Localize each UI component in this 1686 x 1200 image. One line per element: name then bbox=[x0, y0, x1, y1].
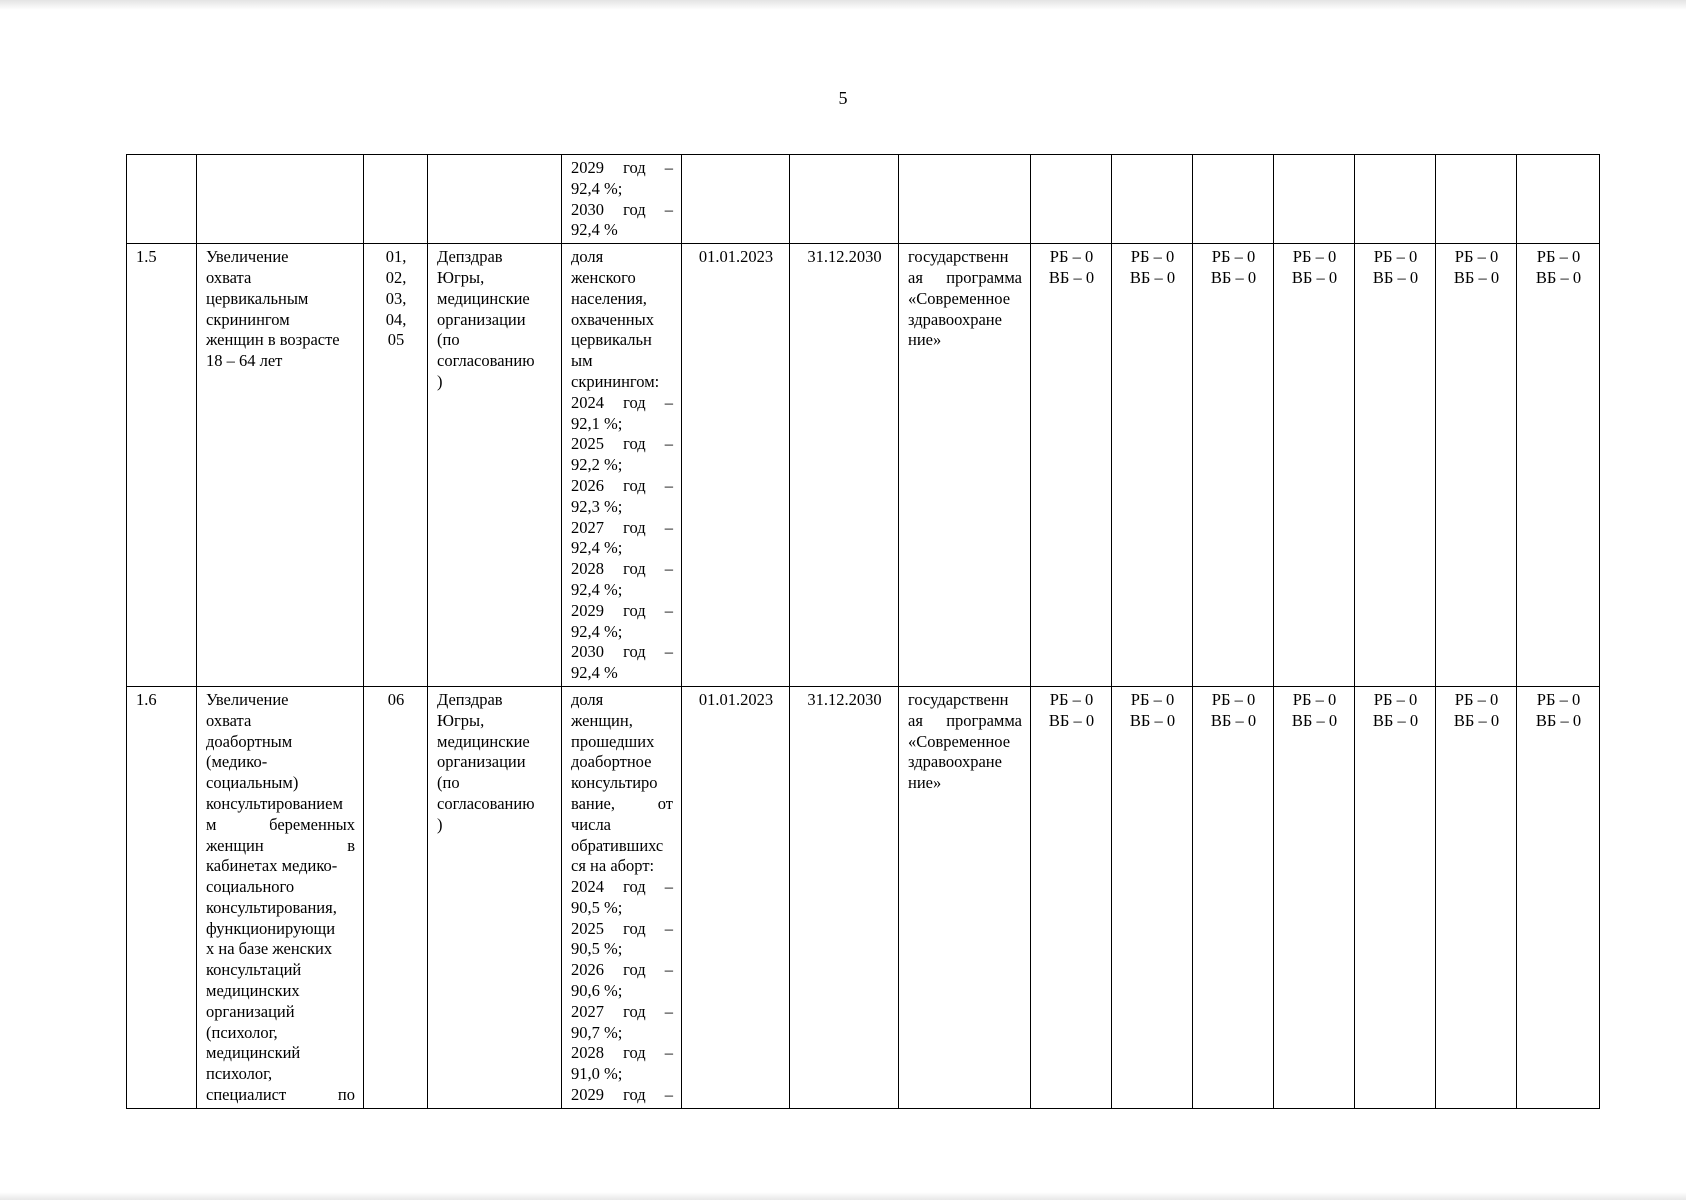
indicator-cell-line: 92,4 %; bbox=[571, 621, 623, 641]
indicator-cell-line: 90,7 %; bbox=[571, 1022, 623, 1042]
indicator-cell-line: вание, от bbox=[571, 793, 673, 813]
measure-name-cell-line: цервикальным bbox=[206, 288, 309, 308]
program-cell-line: «Современное bbox=[908, 731, 1011, 751]
table-row bbox=[127, 244, 1600, 687]
finance-cell bbox=[1436, 155, 1517, 244]
finance-cell-line: ВБ – 0 bbox=[1372, 710, 1419, 730]
finance-cell bbox=[1031, 155, 1112, 244]
executor-cell-line: организации bbox=[437, 752, 526, 772]
indicator-cell-line: 92,4 %; bbox=[571, 538, 623, 558]
measure-name-cell-line: женщин в возрасте bbox=[206, 330, 340, 350]
scan-edge-bottom bbox=[0, 1192, 1686, 1200]
item-number-cell: 1.6 bbox=[127, 686, 197, 1108]
finance-cell-line: ВБ – 0 bbox=[1048, 267, 1095, 287]
indicator-cell-line: цервикальн bbox=[571, 330, 652, 350]
indicator-cell bbox=[562, 686, 682, 1108]
indicator-cell-line: ым bbox=[571, 351, 593, 371]
start-date-cell: 01.01.2023 bbox=[682, 244, 790, 687]
finance-cell-line: ВБ – 0 bbox=[1453, 710, 1500, 730]
indicator-cell-line: доля bbox=[571, 689, 604, 709]
finance-cell-line: ВБ – 0 bbox=[1210, 710, 1257, 730]
indicator-cell-line: 90,6 %; bbox=[571, 981, 623, 1001]
executor-cell-line: Югры, bbox=[437, 267, 485, 287]
measure-name-cell-line: консультаций bbox=[206, 960, 302, 980]
code-cell-line: 02, bbox=[385, 267, 407, 287]
measure-name-cell-line: доабортным bbox=[206, 731, 293, 751]
measure-name-cell-line: социальным) bbox=[206, 773, 299, 793]
finance-cell-line: РБ – 0 bbox=[1454, 247, 1499, 267]
finance-cell bbox=[1193, 686, 1274, 1108]
finance-cell-line: ВБ – 0 bbox=[1535, 710, 1582, 730]
measure-name-cell-line: кабинетах медико- bbox=[206, 856, 338, 876]
finance-cell bbox=[1274, 686, 1355, 1108]
indicator-cell-line: 92,4 %; bbox=[571, 178, 623, 198]
measure-name-cell bbox=[197, 686, 364, 1108]
finance-cell bbox=[1274, 244, 1355, 687]
scan-edge-top bbox=[0, 0, 1686, 10]
program-cell-line: ая программа bbox=[908, 710, 1022, 730]
code-cell-line: 03, bbox=[385, 288, 407, 308]
finance-cell-line: РБ – 0 bbox=[1049, 689, 1094, 709]
measure-name-cell-line: (психолог, bbox=[206, 1022, 278, 1042]
indicator-cell-line: 92,4 % bbox=[571, 663, 618, 683]
finance-cell-line: ВБ – 0 bbox=[1210, 267, 1257, 287]
measure-name-cell-line: социального bbox=[206, 877, 295, 897]
indicator-cell-line: 92,4 % bbox=[571, 220, 618, 240]
finance-cell bbox=[1193, 155, 1274, 244]
program-cell-line: ние» bbox=[908, 330, 942, 350]
measure-name-cell-line: скринингом bbox=[206, 309, 290, 329]
indicator-cell-line: 2028 год – bbox=[571, 1043, 673, 1063]
finance-cell-line: ВБ – 0 bbox=[1129, 710, 1176, 730]
measure-name-cell-line: женщин в bbox=[206, 835, 355, 855]
executor-cell bbox=[428, 244, 562, 687]
code-cell-line: 06 bbox=[387, 689, 405, 709]
measure-name-cell-line: организаций bbox=[206, 1001, 295, 1021]
program-cell-line: здравоохране bbox=[908, 752, 1002, 772]
measure-name-cell-line: Увеличение bbox=[206, 689, 289, 709]
indicator-cell-line: 92,4 %; bbox=[571, 579, 623, 599]
indicator-cell-line: доабортное bbox=[571, 752, 652, 772]
finance-cell-line: РБ – 0 bbox=[1130, 689, 1175, 709]
finance-cell-line: РБ – 0 bbox=[1454, 689, 1499, 709]
program-cell-line: государственн bbox=[908, 689, 1009, 709]
finance-cell bbox=[1112, 155, 1193, 244]
finance-cell bbox=[1436, 686, 1517, 1108]
finance-cell-line: РБ – 0 bbox=[1536, 247, 1581, 267]
finance-cell-line: РБ – 0 bbox=[1130, 247, 1175, 267]
indicator-cell-line: скринингом: bbox=[571, 371, 660, 391]
finance-cell bbox=[1517, 244, 1600, 687]
page-number: 5 bbox=[838, 88, 848, 108]
indicator-cell-line: 2029 год – bbox=[571, 600, 673, 620]
executor-cell-line: медицинские bbox=[437, 288, 530, 308]
finance-cell bbox=[1112, 686, 1193, 1108]
finance-cell-line: РБ – 0 bbox=[1211, 689, 1256, 709]
finance-cell-line: ВБ – 0 bbox=[1535, 267, 1582, 287]
program-cell-line: ние» bbox=[908, 773, 942, 793]
finance-cell bbox=[1112, 244, 1193, 687]
program-cell bbox=[899, 244, 1031, 687]
finance-cell bbox=[1031, 244, 1112, 687]
indicator-cell-line: 2027 год – bbox=[571, 517, 673, 537]
indicator-cell-line: 2028 год – bbox=[571, 559, 673, 579]
executor-cell-line: Депздрав bbox=[437, 247, 503, 267]
indicator-cell-line: женщин, bbox=[571, 710, 633, 730]
item-number-cell bbox=[127, 155, 197, 244]
executor-cell bbox=[428, 686, 562, 1108]
indicator-cell-line: 2027 год – bbox=[571, 1001, 673, 1021]
indicator-cell-line: 2029 год – bbox=[571, 158, 673, 177]
code-cell bbox=[364, 155, 428, 244]
program-cell-line: ая программа bbox=[908, 267, 1022, 287]
measures-table bbox=[126, 154, 1600, 1109]
finance-cell bbox=[1517, 686, 1600, 1108]
measure-name-cell-line: медицинских bbox=[206, 981, 300, 1001]
indicator-cell-line: 2025 год – bbox=[571, 434, 673, 454]
finance-cell-line: ВБ – 0 bbox=[1372, 267, 1419, 287]
end-date-cell: 31.12.2030 bbox=[790, 244, 899, 687]
measure-name-cell-line: консультированием bbox=[206, 793, 343, 813]
measure-name-cell-line: м беременных bbox=[206, 814, 355, 834]
finance-cell bbox=[1031, 686, 1112, 1108]
finance-cell bbox=[1274, 155, 1355, 244]
indicator-cell-line: 92,2 %; bbox=[571, 455, 623, 475]
executor-cell-line: ) bbox=[437, 371, 443, 391]
finance-cell bbox=[1355, 686, 1436, 1108]
finance-cell-line: РБ – 0 bbox=[1373, 247, 1418, 267]
executor-cell-line: (по bbox=[437, 330, 460, 350]
program-cell-line: государственн bbox=[908, 247, 1009, 267]
finance-cell-line: ВБ – 0 bbox=[1453, 267, 1500, 287]
table-row bbox=[127, 155, 1600, 244]
finance-cell-line: РБ – 0 bbox=[1292, 689, 1337, 709]
measure-name-cell-line: медицинский bbox=[206, 1043, 301, 1063]
indicator-cell-line: обратившихс bbox=[571, 835, 664, 855]
indicator-cell-line: 91,0 %; bbox=[571, 1064, 623, 1084]
indicator-cell-line: 2029 год – bbox=[571, 1085, 673, 1105]
indicator-cell-line: 2024 год – bbox=[571, 877, 673, 897]
measure-name-cell bbox=[197, 155, 364, 244]
indicator-cell-line: 90,5 %; bbox=[571, 939, 623, 959]
measure-name-cell-line: специалист по bbox=[206, 1085, 355, 1105]
finance-cell bbox=[1355, 155, 1436, 244]
finance-cell bbox=[1436, 244, 1517, 687]
finance-cell-line: РБ – 0 bbox=[1049, 247, 1094, 267]
start-date-cell bbox=[682, 155, 790, 244]
indicator-cell-line: 92,3 %; bbox=[571, 496, 623, 516]
measure-name-cell-line: (медико- bbox=[206, 752, 268, 772]
program-cell-line: «Современное bbox=[908, 288, 1011, 308]
indicator-cell-line: 2024 год – bbox=[571, 392, 673, 412]
code-cell-line: 01, bbox=[385, 247, 407, 267]
end-date-cell: 31.12.2030 bbox=[790, 686, 899, 1108]
measure-name-cell-line: консультирования, bbox=[206, 897, 337, 917]
executor-cell-line: ) bbox=[437, 814, 443, 834]
table-row bbox=[127, 686, 1600, 1108]
executor-cell-line: согласованию bbox=[437, 793, 535, 813]
measure-name-cell-line: х на базе женских bbox=[206, 939, 333, 959]
indicator-cell-line: прошедших bbox=[571, 731, 655, 751]
indicator-cell bbox=[562, 244, 682, 687]
finance-cell-line: РБ – 0 bbox=[1292, 247, 1337, 267]
indicator-cell-line: 2026 год – bbox=[571, 960, 673, 980]
finance-cell-line: ВБ – 0 bbox=[1129, 267, 1176, 287]
measure-name-cell-line: охвата bbox=[206, 267, 252, 287]
indicator-cell-line: охваченных bbox=[571, 309, 654, 329]
code-cell-line: 04, bbox=[385, 309, 407, 329]
finance-cell bbox=[1193, 244, 1274, 687]
executor-cell-line: Депздрав bbox=[437, 689, 503, 709]
measure-name-cell-line: психолог, bbox=[206, 1064, 273, 1084]
program-cell-line: здравоохране bbox=[908, 309, 1002, 329]
executor-cell-line: организации bbox=[437, 309, 526, 329]
indicator-cell-line: числа bbox=[571, 814, 612, 834]
end-date-cell bbox=[790, 155, 899, 244]
indicator-cell-line: 2026 год – bbox=[571, 475, 673, 495]
finance-cell-line: ВБ – 0 bbox=[1291, 710, 1338, 730]
indicator-cell bbox=[562, 155, 682, 244]
finance-cell bbox=[1517, 155, 1600, 244]
executor-cell bbox=[428, 155, 562, 244]
measure-name-cell-line: 18 – 64 лет bbox=[206, 351, 283, 371]
executor-cell-line: согласованию bbox=[437, 351, 535, 371]
item-number-cell: 1.5 bbox=[127, 244, 197, 687]
finance-cell-line: РБ – 0 bbox=[1211, 247, 1256, 267]
indicator-cell-line: консультиро bbox=[571, 773, 658, 793]
executor-cell-line: Югры, bbox=[437, 710, 485, 730]
finance-cell-line: ВБ – 0 bbox=[1291, 267, 1338, 287]
indicator-cell-line: населения, bbox=[571, 288, 647, 308]
measure-name-cell bbox=[197, 244, 364, 687]
indicator-cell-line: 2030 год – bbox=[571, 199, 673, 219]
executor-cell-line: (по bbox=[437, 773, 460, 793]
indicator-cell-line: 90,5 %; bbox=[571, 897, 623, 917]
measure-name-cell-line: функционирующи bbox=[206, 918, 336, 938]
indicator-cell-line: женского bbox=[571, 267, 636, 287]
code-cell bbox=[364, 244, 428, 687]
finance-cell-line: РБ – 0 bbox=[1536, 689, 1581, 709]
program-cell bbox=[899, 155, 1031, 244]
executor-cell-line: медицинские bbox=[437, 731, 530, 751]
code-cell-line: 05 bbox=[387, 330, 405, 350]
finance-cell-line: РБ – 0 bbox=[1373, 689, 1418, 709]
indicator-cell-line: 2025 год – bbox=[571, 918, 673, 938]
start-date-cell: 01.01.2023 bbox=[682, 686, 790, 1108]
indicator-cell-line: ся на аборт: bbox=[571, 856, 655, 876]
code-cell bbox=[364, 686, 428, 1108]
indicator-cell-line: 2030 год – bbox=[571, 642, 673, 662]
indicator-cell-line: 92,1 %; bbox=[571, 413, 623, 433]
finance-cell bbox=[1355, 244, 1436, 687]
program-cell bbox=[899, 686, 1031, 1108]
indicator-cell-line: доля bbox=[571, 247, 604, 267]
finance-cell-line: ВБ – 0 bbox=[1048, 710, 1095, 730]
measure-name-cell-line: охвата bbox=[206, 710, 252, 730]
measure-name-cell-line: Увеличение bbox=[206, 247, 289, 267]
